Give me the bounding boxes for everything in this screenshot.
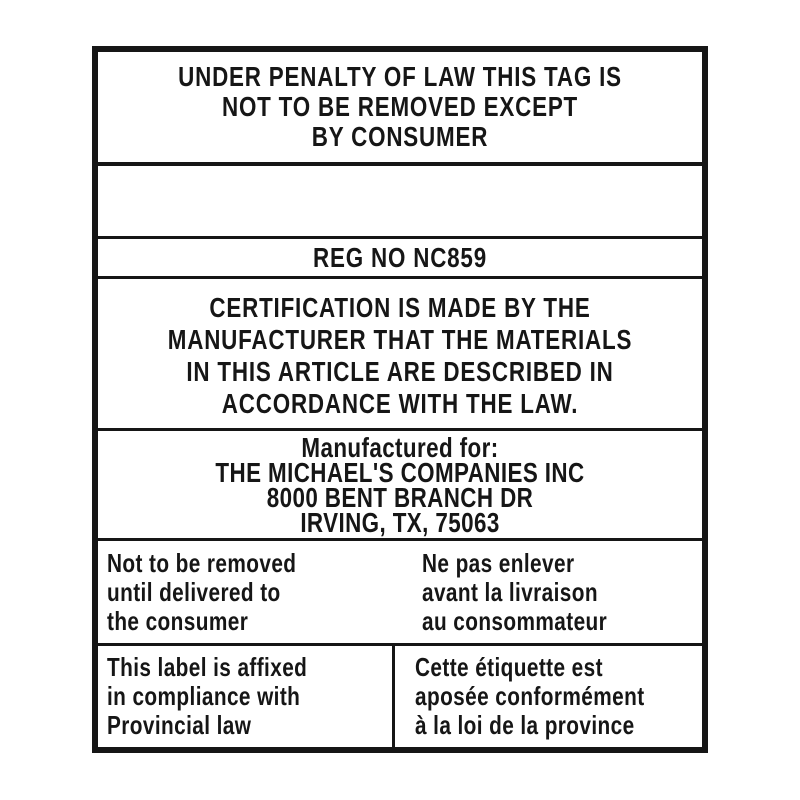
manufacturer-section [98,431,702,541]
certification-text [158,288,641,420]
removal-notice-english-column [98,541,405,643]
compliance-notice-en-line: in compliance with [107,681,301,711]
certification-line: IN THIS ARTICLE ARE DESCRIBED IN [186,355,614,387]
removal-notice-section [98,541,702,646]
removal-notice-french [422,549,646,636]
certification-line: MANUFACTURER THAT THE MATERIALS [167,323,633,355]
removal-notice-fr-line: Ne pas enlever [422,547,575,578]
compliance-notice-section [98,646,702,747]
compliance-notice-fr-line: Cette étiquette est [415,652,604,682]
compliance-notice-fr-line: à la loi de la province [415,710,635,740]
compliance-notice-en-line: Provincial law [107,710,252,740]
certification-line: ACCORDANCE WITH THE LAW. [221,387,579,419]
compliance-notice-english-column [98,646,392,747]
manufacturer-text [158,431,641,538]
manufactured-for-heading: Manufactured for: [301,431,499,463]
registration-number-section [98,239,702,279]
removal-notice-french-column [405,541,702,643]
compliance-notice-english [107,653,335,740]
manufacturer-city-state-zip: IRVING, TX, 75063 [300,506,500,538]
removal-notice-fr-line: au consommateur [422,605,608,636]
compliance-notice-en-line: This label is affixed [107,652,308,682]
penalty-warning-line: BY CONSUMER [311,121,489,152]
removal-notice-en-line: until delivered to [107,576,281,607]
penalty-warning-line: UNDER PENALTY OF LAW THIS TAG IS [178,61,622,92]
removal-notice-en-line: the consumer [107,605,249,636]
penalty-warning-line: NOT TO BE REMOVED EXCEPT [221,91,579,122]
certification-line: CERTIFICATION IS MADE BY THE [209,291,591,323]
compliance-notice-fr-line: aposée conformément [415,681,645,711]
removal-notice-fr-line: avant la livraison [422,576,598,607]
law-label-tag [92,46,708,753]
removal-notice-en-line: Not to be removed [107,547,297,578]
penalty-warning-section [98,52,702,166]
registration-number: REG NO NC859 [313,241,487,273]
penalty-warning-text [158,62,641,152]
compliance-notice-french-column [392,646,702,747]
manufacturer-company: THE MICHAEL'S COMPANIES INC [215,456,585,488]
blank-row [98,166,702,239]
manufacturer-address: 8000 BENT BRANCH DR [266,481,534,513]
certification-section [98,279,702,431]
compliance-notice-french [415,653,645,740]
removal-notice-english [107,549,345,636]
